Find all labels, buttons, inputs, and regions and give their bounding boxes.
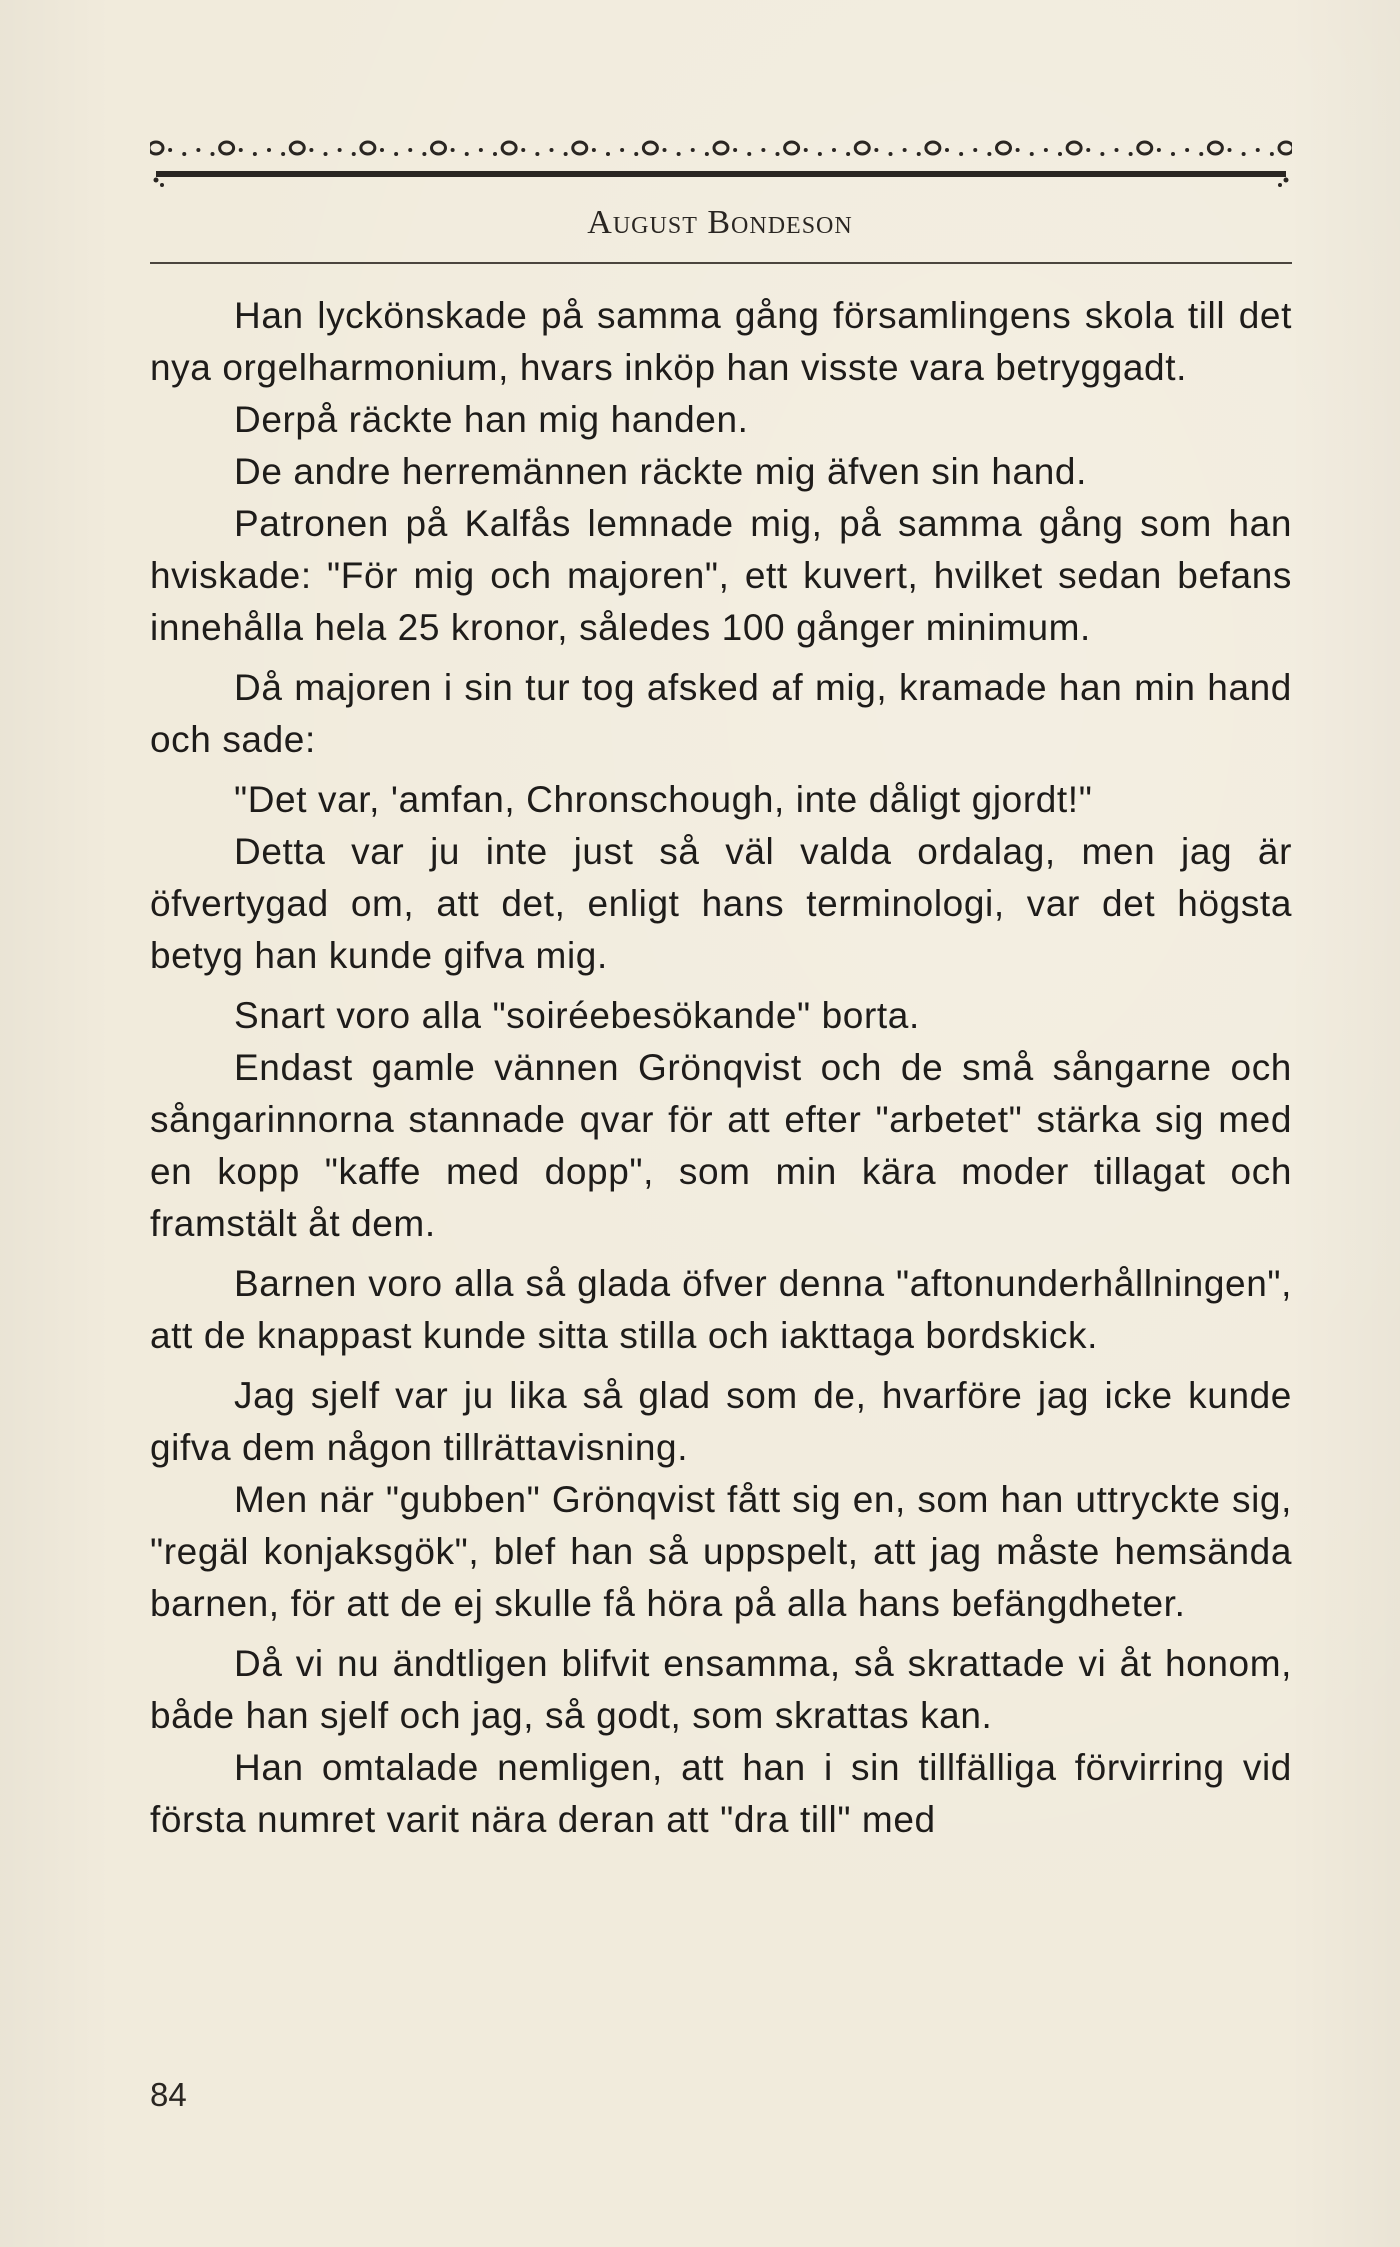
page-number: 84 — [150, 2076, 187, 2113]
paragraph: Men när "gubben" Grönqvist fått sig en, som han uttryckte sig, "regäl konjaksgök", blef han så uppspelt, att jag måste hemsända barnen, för att de ej skulle få höra på alla hans befängdheter. — [150, 1479, 1292, 1624]
body-text — [150, 290, 1292, 1846]
paragraph: Endast gamle vännen Grönqvist och de små sångarne och sångarinnorna stannade qvar för att efter "arbetet" stärka sig med en kopp "kaffe med dopp", som min kära moder tillagat och framstält åt dem. — [150, 1047, 1292, 1244]
running-header-author: August Bondeson — [587, 204, 853, 241]
decorative-border-ornament — [150, 128, 1292, 188]
paragraph: Detta var ju inte just så väl valda ordalag, men jag är öfvertygad om, att det, enligt hans terminologi, var det högsta betyg han kunde gifva mig. — [150, 831, 1292, 976]
paragraph: Patronen på Kalfås lemnade mig, på samma gång som han hviskade: "För mig och majoren", ett kuvert, hvilket sedan befans innehålla hela 25 kronor, således 100 gånger minimum. — [150, 503, 1292, 648]
paragraph: Då vi nu ändtligen blifvit ensamma, så skrattade vi åt honom, både han sjelf och jag, så godt, som skrattas kan. — [150, 1643, 1292, 1736]
paragraph: Barnen voro alla så glada öfver denna "aftonunderhållningen", att de knappast kunde sitta stilla och iakttaga bordskick. — [150, 1263, 1292, 1356]
paragraph: Snart voro alla "soiréebesökande" borta. — [234, 995, 920, 1036]
paragraph: Han lyckönskade på samma gång församlingens skola till det nya orgelharmonium, hvars inköp han visste vara betryggadt. — [150, 295, 1292, 388]
header-divider-line — [150, 262, 1292, 264]
paragraph: De andre herremännen räckte mig äfven sin hand. — [234, 451, 1087, 492]
paragraph: Jag sjelf var ju lika så glad som de, hvarföre jag icke kunde gifva dem någon tillrättavisning. — [150, 1375, 1292, 1468]
paragraph: Han omtalade nemligen, att han i sin tillfälliga förvirring vid första numret varit nära deran att "dra till" med — [150, 1747, 1292, 1840]
paragraph: Då majoren i sin tur tog afsked af mig, kramade han min hand och sade: — [150, 667, 1292, 760]
paragraph: "Det var, 'amfan, Chronschough, inte dåligt gjordt!" — [234, 779, 1093, 820]
paragraph: Derpå räckte han mig handen. — [234, 399, 749, 440]
